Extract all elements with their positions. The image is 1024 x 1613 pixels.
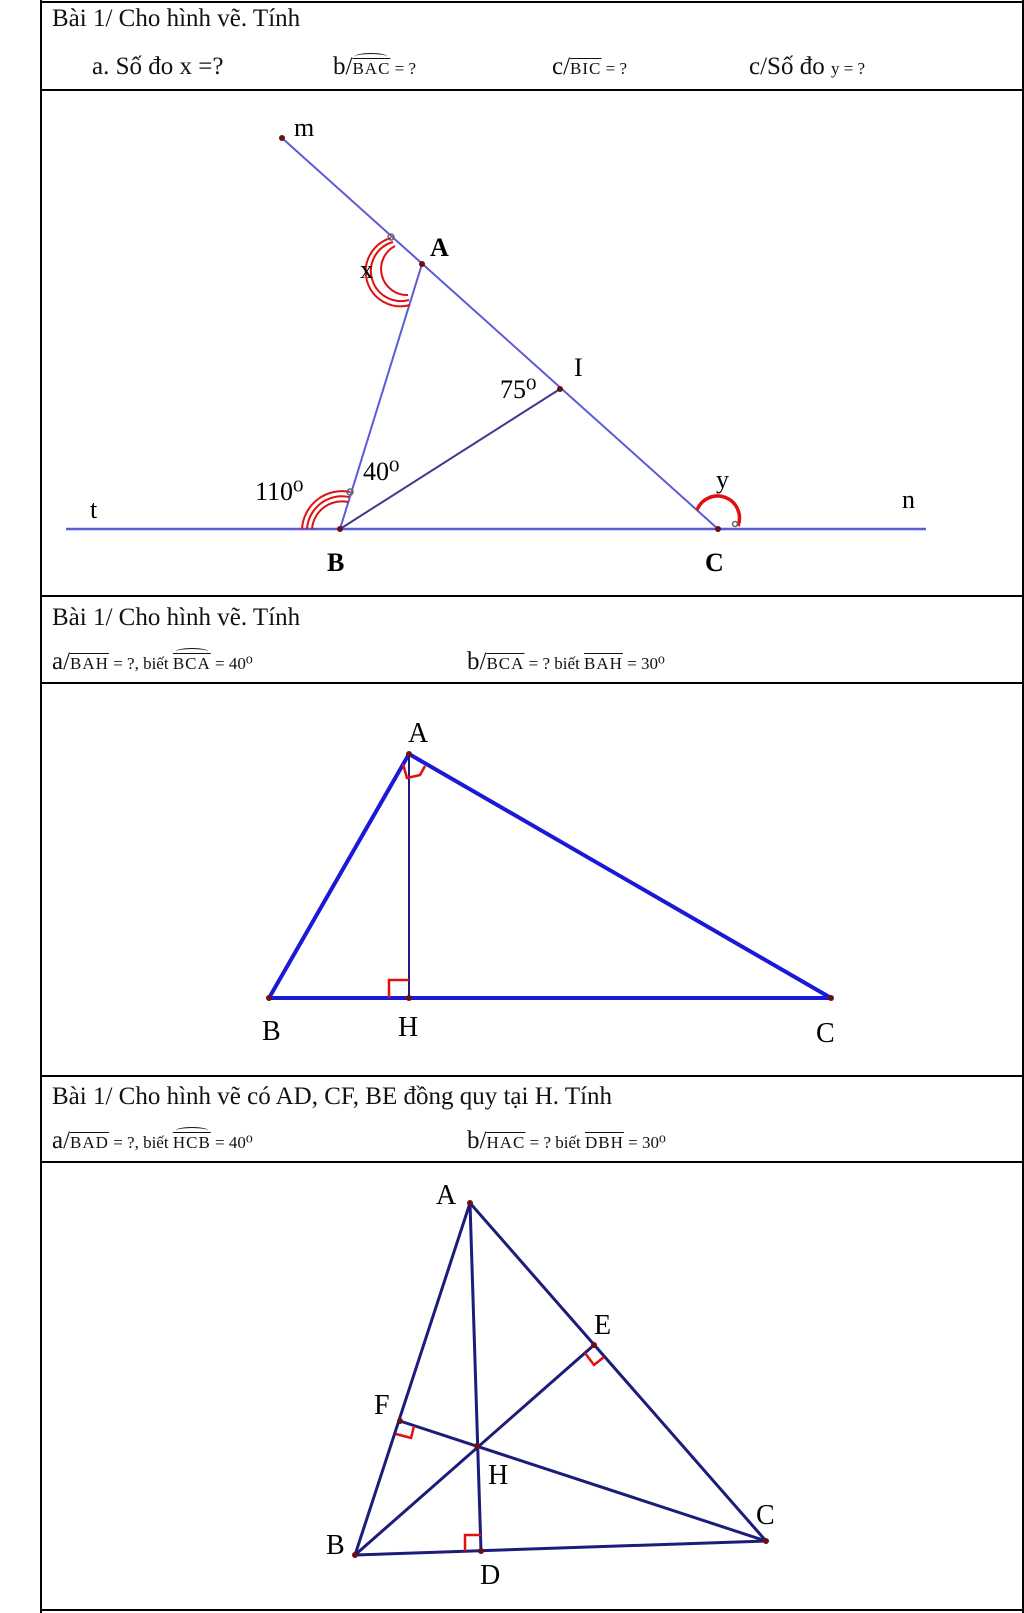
fig1-line-mC [282,138,718,529]
figure2 [262,718,835,1049]
section1-q-a-text: a. Số đo x =? [92,53,224,80]
section2-q-a-mid: = ?, biết [108,654,173,673]
fig1-label-C: C [705,548,724,577]
fig3-point-A [467,1200,473,1206]
section3-q-b-prefix: b/ [467,1127,487,1154]
section1-q-b-prefix: b/ [333,53,353,80]
fig1-angle-y-label: y [716,465,729,494]
fig1-label-A: A [430,233,449,262]
section1-q-c2-suffix: y = ? [830,59,866,78]
fig2-point-C [828,995,834,1001]
fig3-point-F [397,1418,403,1424]
section2-q-b-prefix: b/ [467,648,487,675]
section3-title: Bài 1/ Cho hình vẽ có AD, CF, BE đồng quy tại H. Tính [52,1083,613,1110]
section3-q-a-angle: $\overline{BAD}$ [70,1133,109,1152]
fig1-angle-75-label: 75⁰ [500,375,537,404]
figure3 [326,1180,775,1591]
section2-q-a-angle: $\overline{BAH}$ [70,654,109,673]
fig3-altitude-AD [470,1203,481,1551]
fig2-label-A: A [408,718,429,749]
section2-q-b-given-angle: $\overline{BAH}$ [584,654,623,673]
fig1-point-A [419,261,425,267]
section3-q-a-given-val: = 40⁰ [210,1133,253,1152]
fig2-point-H [406,995,412,1001]
section1-q-c1-suffix: = ? [601,59,628,78]
fig3-side-AB [355,1203,470,1555]
fig1-angle-40-label: 40⁰ [363,457,400,486]
fig1-point-B [337,526,343,532]
section1-q-b-suffix: = ? [390,59,417,78]
section2-q-a-prefix: a/ [52,648,71,675]
fig3-label-H: H [488,1460,509,1491]
fig3-point-C [763,1538,769,1544]
section1-q-c1-prefix: c/ [552,53,571,80]
section3-q-b-given-val: = 30⁰ [623,1133,666,1152]
fig3-point-E [591,1342,597,1348]
section3-q-a-given-angle: $\overline{HCB}$ [172,1133,211,1152]
fig3-label-C: C [756,1500,775,1531]
fig3-side-BC [355,1541,766,1555]
fig3-side-AC [470,1203,766,1541]
fig2-side-AC [409,754,831,998]
fig1-angle-x-arc-2 [371,242,409,301]
figure1 [66,113,926,577]
fig1-point-C-arc [733,522,738,527]
fig2-point-B [266,995,272,1001]
fig1-label-m: m [294,113,315,142]
fig2-side-AB [269,754,409,998]
section3-q-b-mid: = ? biết [525,1133,585,1152]
fig3-right-angle-D [465,1535,481,1551]
fig3-point-H [474,1443,480,1449]
fig3-label-F: F [374,1390,390,1421]
fig2-right-angle-A [403,764,425,778]
section1-q-c1-angle: $\overline{BIC}$ [570,59,602,78]
section2-q-b-angle: $\overline{BCA}$ [486,654,525,673]
fig1-point-I [557,386,563,392]
fig2-label-C: C [816,1018,835,1049]
fig1-angle-x-label: x [360,255,373,284]
section3-q-b-given-angle: $\overline{DBH}$ [584,1133,624,1152]
section2-title: Bài 1/ Cho hình vẽ. Tính [52,604,301,631]
fig3-label-E: E [594,1310,612,1341]
section3-q-a-mid: = ?, biết [108,1133,173,1152]
section1-title: Bài 1/ Cho hình vẽ. Tính [52,5,301,32]
section2-q-a-given-angle: $\overline{BCA}$ [172,654,211,673]
fig1-label-I: I [574,353,583,382]
fig2-label-H: H [398,1012,419,1043]
fig3-label-B: B [326,1530,345,1561]
section3-q-b-angle: $\overline{HAC}$ [486,1133,526,1152]
fig3-right-angle-F [396,1426,414,1438]
fig2-point-A [406,751,412,757]
section3-q-a-prefix: a/ [52,1127,71,1154]
fig3-point-B [352,1552,358,1558]
section1-q-b-angle: $\overline{BAC}$ [352,59,391,78]
fig1-label-t: t [90,495,98,524]
fig3-point-D [478,1548,484,1554]
section2-q-b-mid: = ? biết [524,654,585,673]
fig1-angle-110-label: 110⁰ [255,477,304,506]
fig1-label-n: n [902,485,915,514]
fig1-point-C [715,526,721,532]
fig3-altitude-CF [400,1421,766,1541]
fig3-label-D: D [480,1560,501,1591]
fig3-label-A: A [436,1180,457,1211]
fig1-label-B: B [327,548,345,577]
section2-q-a-given-val: = 40⁰ [210,654,253,673]
fig1-point-m [279,135,285,141]
section2-q-b-given-val: = 30⁰ [622,654,665,673]
fig2-label-B: B [262,1016,281,1047]
section1-q-c2-prefix: c/Số đo [749,53,831,80]
fig1-angle-x-arc-3 [381,246,408,295]
fig2-right-angle-H [389,980,409,998]
